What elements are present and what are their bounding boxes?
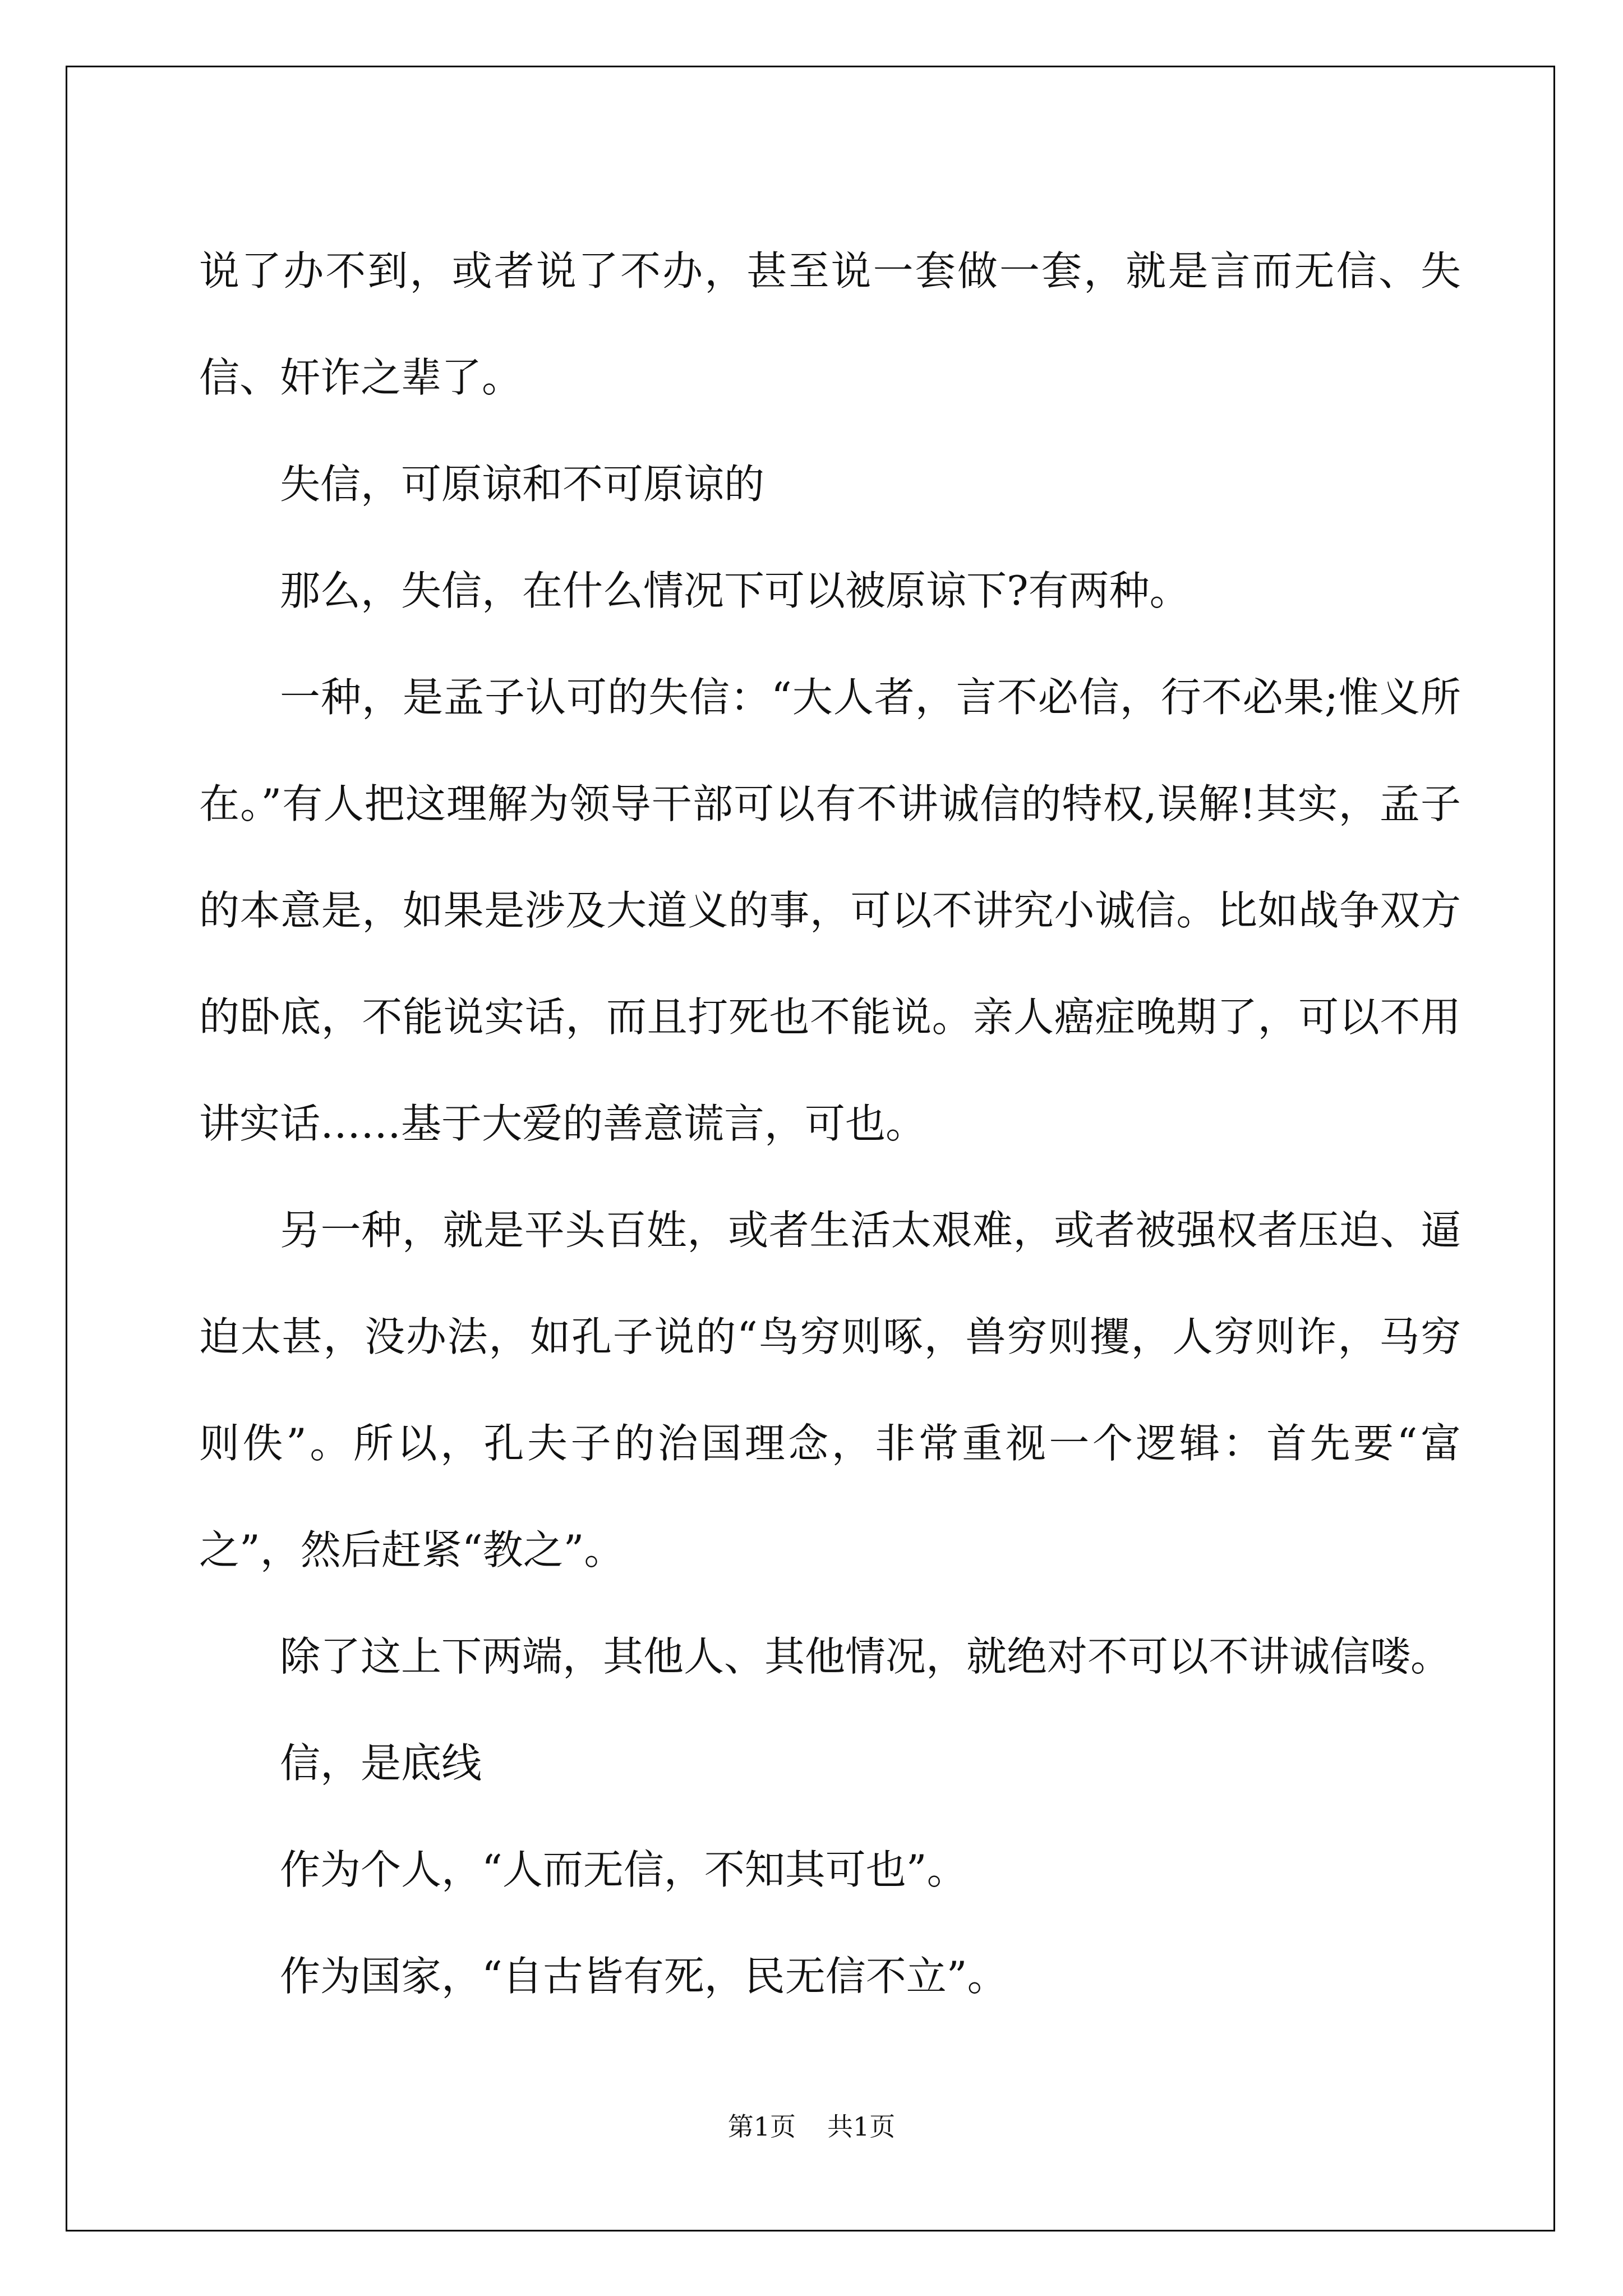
paragraph-6: 除了这上下两端，其他人、其他情况，就绝对不可以不讲诚信喽。 xyxy=(280,1633,1451,1680)
paragraph-1: 说了办不到，或者说了不办，甚至说一套做一套，就是言而无信、失信、奸诈之辈了。 xyxy=(199,247,1461,401)
page-total: 共1页 xyxy=(827,2111,896,2142)
paragraph-5: 另一种，就是平头百姓，或者生活太艰难，或者被强权者压迫、逼迫太甚，没办法，如孔子说的“鸟穷则啄，兽穷则攫，人穷则诈，马穷则佚”。所以，孔夫子的治国理念，非常重视一个逻辑：首先要“富之”，然后赶紧“教之”。 xyxy=(199,1207,1461,1573)
document-body xyxy=(199,218,1461,2030)
paragraph-2: 失信，可原谅和不可原谅的 xyxy=(280,461,765,508)
page-footer xyxy=(0,2106,1623,2143)
page-number: 第1页 xyxy=(727,2111,796,2142)
paragraph-8: 作为个人，“人而无信，不知其可也”。 xyxy=(280,1846,967,1893)
paragraph-9: 作为国家，“自古皆有死，民无信不立”。 xyxy=(280,1953,1008,2000)
paragraph-4: 一种，是孟子认可的失信：“大人者，言不必信，行不必果;惟义所在。”有人把这理解为领导干部可以有不讲诚信的特权,误解!其实，孟子的本意是，如果是涉及大道义的事，可以不讲究小诚信。比如战争双方的卧底，不能说实话，而且打死也不能说。亲人癌症晚期了，可以不用讲实话……基于大爱的善意谎言，可也。 xyxy=(199,674,1461,1147)
paragraph-3: 那么，失信，在什么情况下可以被原谅下?有两种。 xyxy=(280,567,1190,614)
paragraph-7: 信，是底线 xyxy=(280,1740,482,1787)
